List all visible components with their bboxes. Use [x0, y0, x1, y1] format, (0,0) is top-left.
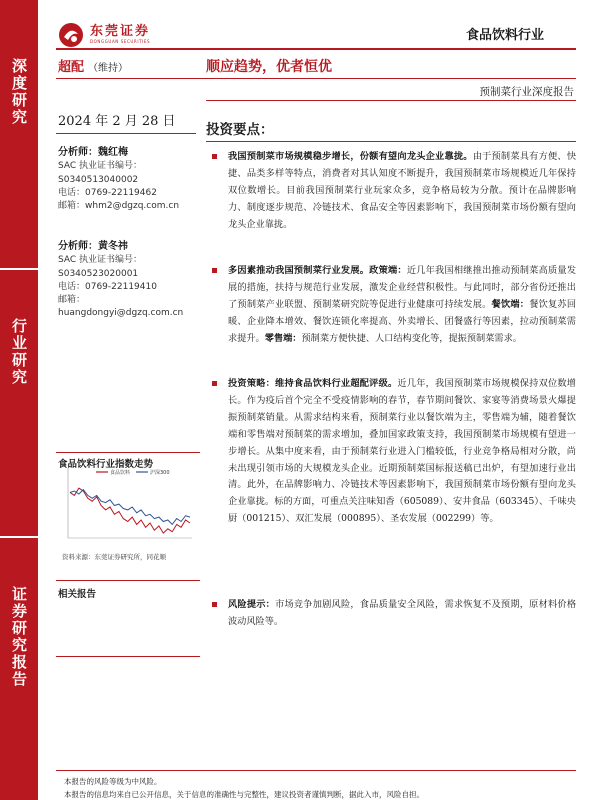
subheader-rule: [56, 78, 576, 79]
logo-chinese-name: 东莞证券: [90, 24, 151, 39]
related-reports-title: 相关报告: [58, 589, 97, 600]
analyst-email-link[interactable]: whm2@dgzq.com.cn: [85, 201, 180, 212]
key-point-text-retail: 预制菜方便快捷、人口结构变化等，提振预制菜需求。: [301, 332, 522, 344]
key-points-title: 投资要点：: [206, 122, 274, 138]
analyst-name-label: 分析师：: [58, 147, 98, 158]
side-label-securities-report: [0, 586, 38, 693]
side-label-industry-research: [0, 318, 38, 391]
key-point-text: 市场竞争加剧风险，食品质量安全风险，需求恢复不及预期，原材料价格波动风险等。: [228, 599, 577, 627]
key-point-lead-retail: 零售端：: [264, 332, 302, 344]
analyst-phone: 电话：0769-22119410: [58, 281, 157, 292]
index-trend-chart: [58, 464, 196, 550]
legend-label-food: 食品饮料: [110, 470, 131, 476]
analyst-card: [58, 146, 179, 213]
side-label-deep-research: [0, 58, 38, 131]
bullet-square-icon: [212, 154, 217, 159]
key-point-market-size: [212, 149, 576, 234]
report-type-rule: [206, 100, 576, 101]
footer-risk-level: 本报告的风险等级为中风险。: [64, 777, 162, 786]
report-date: 2024 年 2 月 28 日: [58, 114, 176, 129]
key-point-lead-catering: 餐饮端：: [491, 298, 530, 310]
analyst-cert-number: S0340523020001: [58, 268, 139, 279]
key-point-text: 近几年，我国预制菜市场规模保持双位数增长。作为疫后首个完全不受疫情影响的春节，春节期间餐饮、家宴等消费场景火爆提振预制菜销量。从需求结构来看，预制菜行业以餐饮端为主，零售端为辅，随着餐饮端和零售端对预制菜的需求增加，叠加国家政策支持，我国预制菜市场规模有望进一步增长。从集中度来看，由于预制菜行业进入门槛较低，行业竞争格局相对分散，尚未出现引领市场的大规模龙头企业。近期预制菜国标报送稿已出炉，有望加速行业出清。此外，在品牌影响力、冷链技术等因素影响下，我国预制菜市场份额有望向龙头企业靠拢。标的方面，可重点关注味知香（605089）、安井食品（603345）、千味央厨（001215）、双汇发展（000895）、圣农发展（002299）等。: [228, 378, 576, 525]
analyst-phone: 电话：0769-22119462: [58, 187, 157, 198]
analyst-cert-label: SAC 执业证书编号：: [58, 255, 143, 266]
key-point-lead: 投资策略：维持食品饮料行业超配评级。: [228, 378, 398, 389]
side-separator: [0, 268, 38, 270]
key-point-strategy: [212, 376, 576, 528]
company-logo: [58, 22, 150, 48]
chart-title-rule: [56, 452, 200, 453]
side-label-text: 行业研究: [10, 318, 28, 386]
key-points-rule: [206, 141, 576, 142]
analyst-name: 黄冬祎: [98, 241, 128, 252]
key-point-lead: 多因素推动我国预制菜行业发展。政策端：: [228, 265, 407, 276]
key-point-text: 近几年我国相继推出推动预制菜高质量发展的措施，扶持与规范行业发展，激发企业经营积极性。与此同时，部分省份还推出了预制菜产业联盟、预制菜研究院等促进行业健康可持续发展。: [228, 265, 577, 310]
key-point-text: 由于预制菜具有方便、快捷、品类多样等特点，消费者对其认知度不断提升，我国预制菜市场规模近几年保持双位数增长。目前我国预制菜行业玩家众多，竞争格局较为分散。预计在品牌影响力、制度逐步规范、冷链技术、食品安全等因素影响下，我国预制菜市场份额有望向龙头企业靠拢。: [228, 151, 577, 230]
key-point-risks: [212, 597, 576, 631]
related-reports-bottom-rule: [56, 656, 200, 657]
rating-note: （维持）: [88, 63, 129, 74]
analyst-cert-label: SAC 执业证书编号：: [58, 161, 143, 172]
analyst-email-label: 邮箱：: [58, 201, 86, 212]
rating-block: [58, 56, 128, 75]
analyst-cert-number: S0340513040002: [58, 174, 139, 185]
analyst-email-link[interactable]: huangdongyi@dgzq.com.cn: [58, 308, 184, 319]
analyst-name: 魏红梅: [98, 147, 128, 158]
analyst-card: [58, 240, 183, 321]
key-point-lead: 风险提示：: [228, 599, 276, 610]
rating-value: 超配: [58, 60, 85, 75]
bullet-square-icon: [212, 602, 217, 607]
key-point-text-catering: 餐饮复苏回暖、企业降本增效、餐饮连锁化率提高、外卖增长、团餐盛行等因素，拉动预制菜需求提升。: [228, 298, 577, 344]
header-rule: [56, 48, 576, 50]
bullet-square-icon: [212, 268, 217, 273]
related-reports-rule: [56, 580, 200, 581]
chart-source-note: 资料来源：东莞证券研究所，同花顺: [62, 553, 166, 561]
report-type: 预制菜行业深度报告: [479, 86, 574, 98]
footer-rule: [56, 770, 576, 771]
bullet-square-icon: [212, 381, 217, 386]
industry-title: 食品饮料行业: [465, 28, 544, 43]
footer-disclaimer: 本报告的信息均来自已公开信息，关于信息的准确性与完整性，建议投资者谨慎判断，据此入市，风险自担。: [64, 790, 424, 799]
index-chart-title: 食品饮料行业指数走势: [58, 459, 154, 470]
side-label-text: 证券研究报告: [10, 586, 28, 688]
side-label-text: 深度研究: [10, 58, 28, 126]
analyst-name-label: 分析师：: [58, 241, 98, 252]
report-headline: 顺应趋势，优者恒优: [206, 59, 332, 75]
legend-label-hs300: 沪深300: [150, 470, 170, 476]
side-separator: [0, 536, 38, 538]
logo-english-name: DONGGUAN SECURITIES: [90, 39, 151, 44]
key-point-lead: 我国预制菜市场规模稳步增长，份额有望向龙头企业靠拢。: [228, 151, 473, 162]
key-point-drivers: [212, 263, 576, 348]
dongguan-logo-icon: [58, 22, 84, 48]
analyst-email-label: 邮箱：: [58, 295, 86, 306]
chart-legend: [96, 469, 170, 476]
date-rule: [56, 133, 196, 134]
